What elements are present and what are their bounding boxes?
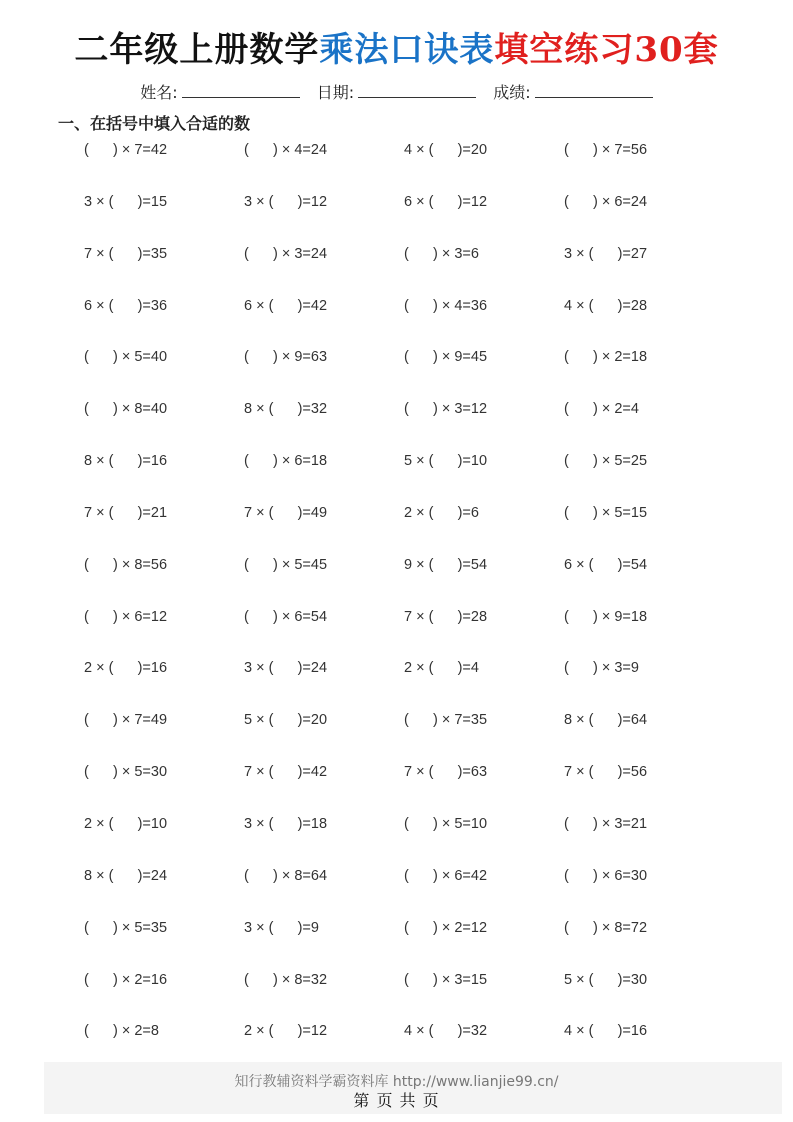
problem-item[interactable]: 2 × ( )=10: [84, 815, 168, 832]
problem-row: [84, 346, 724, 398]
problem-item[interactable]: ( ) × 3=24: [244, 245, 328, 262]
problem-item[interactable]: ( ) × 7=49: [84, 712, 168, 729]
problem-item[interactable]: 7 × ( )=28: [404, 608, 488, 625]
problem-row: [84, 450, 724, 502]
problem-item[interactable]: 3 × ( )=9: [244, 919, 319, 936]
problem-item[interactable]: 8 × ( )=64: [564, 712, 648, 729]
problem-row: [84, 606, 724, 658]
problem-item[interactable]: ( ) × 2=8: [84, 1023, 159, 1040]
problem-row: [84, 243, 724, 295]
problem-item[interactable]: 5 × ( )=20: [244, 712, 328, 729]
problem-row: [84, 813, 724, 865]
problem-item[interactable]: ( ) × 3=6: [404, 245, 479, 262]
problem-item[interactable]: ( ) × 6=30: [564, 867, 648, 884]
problem-item[interactable]: 6 × ( )=54: [564, 556, 648, 573]
problem-item[interactable]: ( ) × 5=25: [564, 453, 648, 470]
problem-item[interactable]: ( ) × 6=54: [244, 608, 328, 625]
problem-item[interactable]: ( ) × 5=15: [564, 504, 648, 521]
problem-row: [84, 139, 724, 191]
section-title: 一、在括号中填入合适的数: [58, 114, 251, 133]
problem-item[interactable]: ( ) × 9=63: [244, 349, 328, 366]
problem-item[interactable]: ( ) × 9=45: [404, 349, 488, 366]
problem-row: [84, 398, 724, 450]
date-field[interactable]: [317, 80, 476, 103]
problem-item[interactable]: 3 × ( )=18: [244, 815, 328, 832]
problem-item[interactable]: ( ) × 4=36: [404, 297, 488, 314]
problem-item[interactable]: ( ) × 5=45: [244, 556, 328, 573]
problem-item[interactable]: ( ) × 7=35: [404, 712, 488, 729]
problem-item[interactable]: 4 × ( )=32: [404, 1023, 488, 1040]
problem-row: [84, 191, 724, 243]
problem-item[interactable]: 2 × ( )=6: [404, 504, 479, 521]
problem-item[interactable]: 7 × ( )=35: [84, 245, 168, 262]
problem-item[interactable]: 7 × ( )=63: [404, 764, 488, 781]
problem-item[interactable]: ( ) × 2=16: [84, 971, 168, 988]
problem-item[interactable]: ( ) × 8=32: [244, 971, 328, 988]
problem-row: [84, 657, 724, 709]
score-field[interactable]: [493, 80, 652, 103]
problem-item[interactable]: ( ) × 2=18: [564, 349, 648, 366]
page-title: [0, 22, 793, 71]
problem-item[interactable]: 8 × ( )=24: [84, 867, 168, 884]
problem-item[interactable]: ( ) × 3=15: [404, 971, 488, 988]
problem-row: [84, 295, 724, 347]
problem-item[interactable]: ( ) × 6=42: [404, 867, 488, 884]
problem-item[interactable]: ( ) × 5=30: [84, 764, 168, 781]
problem-item[interactable]: ( ) × 5=10: [404, 815, 488, 832]
footer-page-number: 第 页 共 页: [353, 1091, 440, 1110]
problem-item[interactable]: ( ) × 6=18: [244, 453, 328, 470]
title-part-practice: 填空练习30套: [494, 30, 719, 70]
problem-item[interactable]: 6 × ( )=36: [84, 297, 168, 314]
problem-item[interactable]: 5 × ( )=30: [564, 971, 648, 988]
problem-item[interactable]: ( ) × 6=24: [564, 193, 648, 210]
problem-item[interactable]: ( ) × 9=18: [564, 608, 648, 625]
problem-item[interactable]: ( ) × 8=72: [564, 919, 648, 936]
problem-item[interactable]: 2 × ( )=4: [404, 660, 479, 677]
problem-item[interactable]: 7 × ( )=49: [244, 504, 328, 521]
score-label: 成绩:: [493, 83, 531, 102]
problem-item[interactable]: 6 × ( )=12: [404, 193, 488, 210]
name-label: 姓名:: [140, 83, 178, 102]
name-blank[interactable]: [182, 83, 300, 98]
problem-row: [84, 865, 724, 917]
problem-item[interactable]: 7 × ( )=42: [244, 764, 328, 781]
problem-item[interactable]: 7 × ( )=56: [564, 764, 648, 781]
problem-item[interactable]: 2 × ( )=12: [244, 1023, 328, 1040]
footer-source: 知行教辅资料学霸资料库 http://www.lianjie99.cn/: [234, 1074, 559, 1090]
problem-item[interactable]: ( ) × 7=56: [564, 142, 648, 158]
problem-row: [84, 554, 724, 606]
problem-item[interactable]: 7 × ( )=21: [84, 504, 168, 521]
student-info-line: [0, 80, 793, 103]
problem-item[interactable]: 5 × ( )=10: [404, 453, 488, 470]
problem-item[interactable]: ( ) × 3=12: [404, 401, 488, 418]
problem-row: [84, 917, 724, 969]
problem-row: [84, 502, 724, 554]
problem-item[interactable]: 3 × ( )=15: [84, 193, 168, 210]
problem-item[interactable]: ( ) × 8=40: [84, 401, 168, 418]
problem-item[interactable]: 8 × ( )=16: [84, 453, 168, 470]
problem-item[interactable]: 2 × ( )=16: [84, 660, 168, 677]
problem-row: [84, 709, 724, 761]
problem-item[interactable]: 9 × ( )=54: [404, 556, 488, 573]
problem-item[interactable]: ( ) × 2=12: [404, 919, 488, 936]
problem-item[interactable]: ( ) × 8=64: [244, 867, 328, 884]
problem-item[interactable]: 4 × ( )=20: [404, 142, 488, 158]
problem-item[interactable]: 6 × ( )=42: [244, 297, 328, 314]
problem-grid: [84, 139, 724, 1072]
title-part-grade: 二年级上册数学: [74, 30, 320, 70]
problem-item[interactable]: ( ) × 5=35: [84, 919, 168, 936]
problem-item[interactable]: 4 × ( )=28: [564, 297, 648, 314]
problem-item[interactable]: 4 × ( )=16: [564, 1023, 648, 1040]
problem-item[interactable]: 3 × ( )=24: [244, 660, 328, 677]
problem-item[interactable]: 3 × ( )=27: [564, 245, 648, 262]
problem-item[interactable]: 8 × ( )=32: [244, 401, 328, 418]
problem-item[interactable]: 3 × ( )=12: [244, 193, 328, 210]
problem-row: [84, 761, 724, 813]
problem-item[interactable]: ( ) × 7=42: [84, 142, 168, 158]
score-blank[interactable]: [535, 83, 653, 98]
problem-item[interactable]: ( ) × 8=56: [84, 556, 168, 573]
problem-item[interactable]: ( ) × 3=21: [564, 815, 648, 832]
date-blank[interactable]: [358, 83, 476, 98]
date-label: 日期:: [316, 83, 355, 102]
problem-item[interactable]: ( ) × 6=12: [84, 608, 168, 625]
name-field[interactable]: [140, 80, 299, 103]
problem-row: [84, 969, 724, 1021]
problem-item[interactable]: ( ) × 3=9: [564, 660, 639, 677]
title-part-table: 乘法口诀表: [319, 30, 495, 70]
problem-item[interactable]: ( ) × 2=4: [564, 401, 639, 418]
problem-item[interactable]: ( ) × 5=40: [84, 349, 168, 366]
problem-item[interactable]: ( ) × 4=24: [244, 142, 328, 158]
